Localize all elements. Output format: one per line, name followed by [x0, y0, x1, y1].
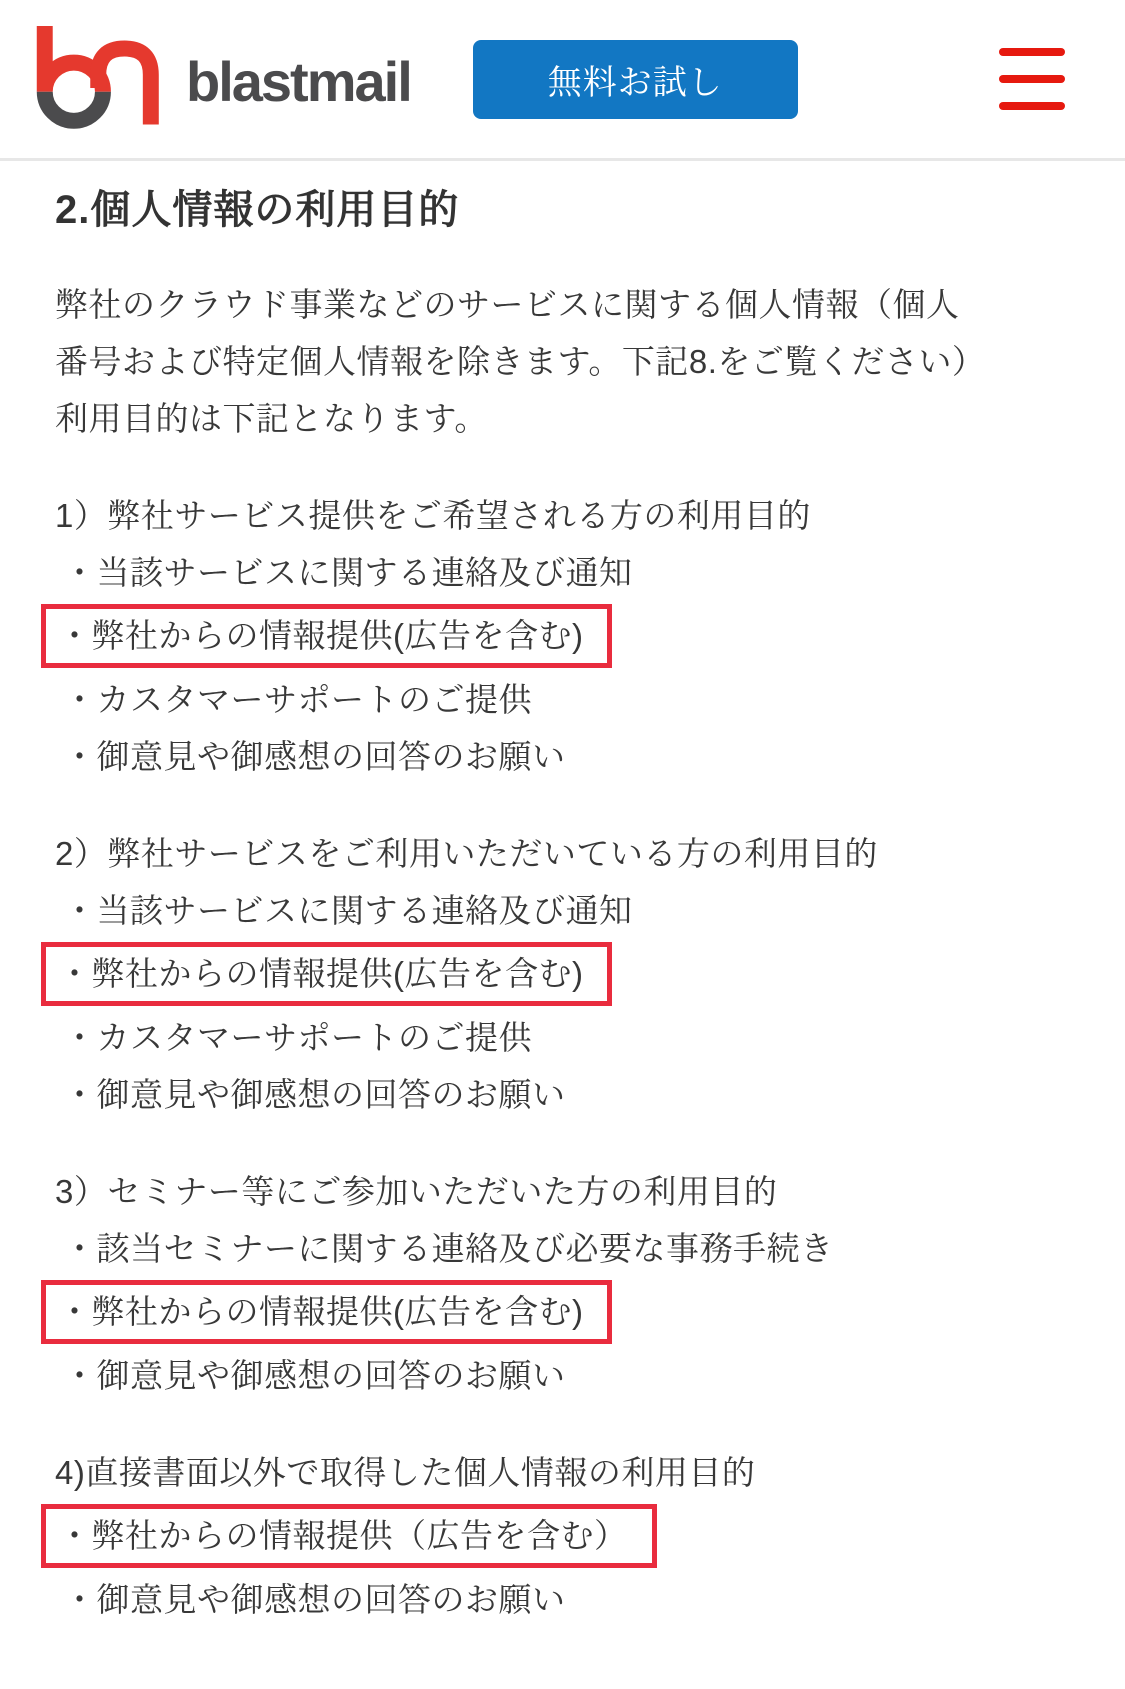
list-item: ・御意見や御感想の回答のお願い: [63, 1357, 566, 1394]
list-item: ・当該サービスに関する連絡及び通知: [63, 554, 633, 591]
purpose-section-1: [55, 487, 1070, 785]
purpose-list: [55, 1504, 1070, 1628]
list-item: ・御意見や御感想の回答のお願い: [63, 1581, 566, 1618]
list-item-highlighted: [58, 1280, 1070, 1344]
list-item-highlighted: [58, 942, 1070, 1006]
red-highlight-box: ・弊社からの情報提供(広告を含む): [41, 942, 612, 1006]
list-item: ・御意見や御感想の回答のお願い: [63, 1076, 566, 1113]
red-highlight-box: ・弊社からの情報提供(広告を含む): [41, 1280, 612, 1344]
section-title: 3）セミナー等にご参加いただいた方の利用目的: [55, 1173, 778, 1210]
logo-wordmark: blastmail: [186, 50, 411, 113]
bn-logo-icon: [36, 26, 168, 133]
list-item-highlighted: [58, 604, 1070, 668]
purpose-section-3: [55, 1163, 1070, 1404]
purpose-list: [55, 544, 1070, 785]
hamburger-bar-icon: [999, 102, 1065, 110]
section-title: 1）弊社サービス提供をご希望される方の利用目的: [55, 497, 811, 534]
list-item: ・該当セミナーに関する連絡及び必要な事務手続き: [63, 1230, 834, 1267]
list-item: ・御意見や御感想の回答のお願い: [63, 738, 566, 775]
red-highlight-box: ・弊社からの情報提供(広告を含む): [41, 604, 612, 668]
purpose-list: [55, 1220, 1070, 1404]
privacy-policy-content: [0, 187, 1125, 1668]
hamburger-bar-icon: [999, 48, 1065, 56]
list-item: ・カスタマーサポートのご提供: [63, 1019, 532, 1056]
hamburger-bar-icon: [999, 75, 1065, 83]
hamburger-menu-button[interactable]: [999, 48, 1065, 110]
intro-line: 番号および特定個人情報を除きます。下記8.をご覧ください）: [55, 343, 986, 380]
blastmail-logo[interactable]: [36, 26, 411, 133]
section-title: 4)直接書面以外で取得した個人情報の利用目的: [55, 1454, 756, 1491]
site-header: [0, 0, 1125, 161]
purpose-list: [55, 882, 1070, 1123]
page-title: 2.個人情報の利用目的: [55, 188, 460, 232]
free-trial-button[interactable]: 無料お試し: [473, 40, 798, 119]
section-title: 2）弊社サービスをご利用いただいている方の利用目的: [55, 835, 878, 872]
list-item: ・当該サービスに関する連絡及び通知: [63, 892, 633, 929]
intro-paragraph: [55, 276, 1070, 447]
intro-line: 弊社のクラウド事業などのサービスに関する個人情報（個人: [55, 286, 960, 323]
intro-line: 利用目的は下記となります。: [55, 400, 488, 437]
list-item-highlighted: [58, 1504, 1070, 1568]
purpose-section-4: [55, 1444, 1070, 1628]
red-highlight-box: ・弊社からの情報提供（広告を含む）: [41, 1504, 657, 1568]
purpose-section-2: [55, 825, 1070, 1123]
list-item: ・カスタマーサポートのご提供: [63, 681, 532, 718]
